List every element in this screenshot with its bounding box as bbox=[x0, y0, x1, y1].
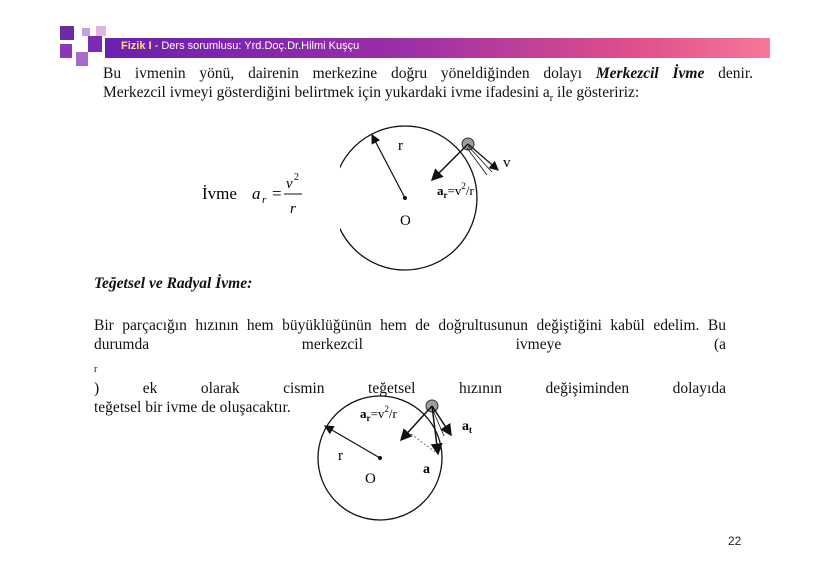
course-instructor: - Ders sorumlusu: Yrd.Doç.Dr.Hilmi Kuşçu bbox=[151, 40, 360, 52]
section-line-1: Bir parçacığın hızının hem büyüklüğünün hem de doğrultusunun değiştiğini kabül edelim. Bu bbox=[94, 317, 726, 334]
centripetal-arrow bbox=[432, 144, 468, 180]
origin-label: O bbox=[365, 471, 376, 487]
formula-lhs: a bbox=[252, 184, 261, 203]
centripetal-accel-label: $a_r=v^2/r$ bbox=[360, 404, 397, 423]
velocity-label: v bbox=[503, 155, 511, 171]
intro-line-2: Merkezcil ivmeyi gösterdiğini belirtmek için yukardaki ivme ifadesini $a_r$ ile gösteririz: bbox=[103, 84, 640, 105]
page-number: 22 bbox=[728, 534, 742, 548]
velocity-line-2 bbox=[468, 146, 492, 172]
logo bbox=[60, 26, 108, 72]
formula-num-sup: 2 bbox=[294, 172, 299, 183]
term-merkezcil-ivme: Merkezcil İvme bbox=[595, 65, 705, 82]
velocity-arrow bbox=[468, 144, 498, 170]
centripetal-arrow bbox=[401, 406, 432, 440]
section-line-2: durumda merkezcil ivmeye (a $_r$ ) ek olarak cismin teğetsel hızının değişiminden dolayıda bbox=[94, 336, 726, 398]
centripetal-diagram bbox=[340, 118, 540, 273]
header-title bbox=[121, 40, 359, 52]
formula-lhs-sub: r bbox=[262, 194, 267, 206]
origin-label: O bbox=[400, 213, 411, 229]
radius-label: r bbox=[398, 138, 403, 154]
centripetal-accel-label: $a_r=v^2/r$ bbox=[437, 181, 474, 200]
section-heading: Teğetsel ve Radyal İvme: bbox=[94, 275, 253, 292]
intro-line-1: Bu ivmenin yönü, dairenin merkezine doğru yöneldiğinden dolayı Merkezcil İvme denir. bbox=[103, 65, 754, 82]
course-name: Fizik I bbox=[121, 40, 152, 52]
total-accel-label: a bbox=[423, 462, 430, 477]
formula-label: İvme bbox=[202, 184, 237, 203]
tangential-radial-diagram bbox=[305, 390, 505, 530]
tangential-accel-label: $a_t$ bbox=[462, 419, 472, 435]
radius-arrow bbox=[325, 426, 380, 458]
formula-equals: = bbox=[272, 184, 282, 203]
radius-label: r bbox=[338, 448, 343, 464]
dashed-guide bbox=[411, 434, 438, 454]
header-bar bbox=[105, 38, 770, 58]
circle-path bbox=[340, 126, 477, 270]
section-line-3: teğetsel bir ivme de oluşacaktır. bbox=[94, 399, 291, 417]
formula-denominator: r bbox=[290, 201, 296, 217]
formula-numerator: v bbox=[286, 176, 293, 192]
intro-paragraph bbox=[103, 64, 753, 108]
